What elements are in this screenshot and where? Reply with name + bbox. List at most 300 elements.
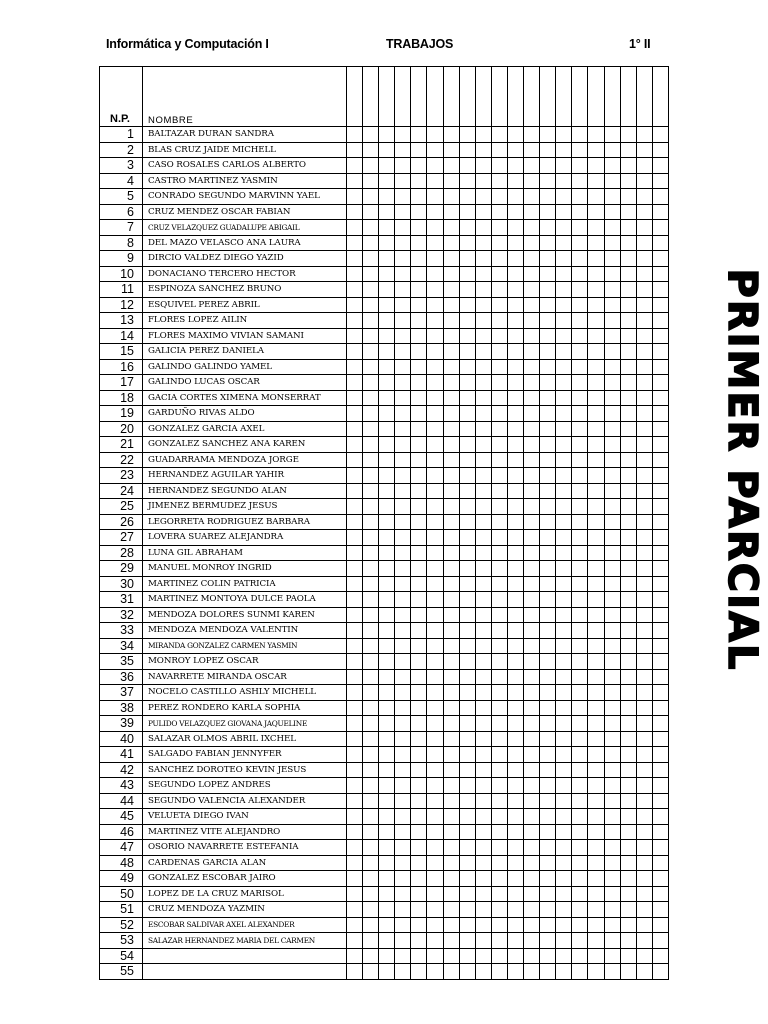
grade-cell (395, 483, 411, 499)
student-name: VELUETA DIEGO IVAN (143, 809, 347, 825)
grade-cell (572, 483, 588, 499)
grade-cell (524, 375, 540, 391)
grade-cell (540, 545, 556, 561)
grade-cell (379, 375, 395, 391)
grade-cell (507, 297, 523, 313)
grade-cell (443, 762, 459, 778)
table-row (100, 344, 669, 360)
grade-cell (507, 452, 523, 468)
grade-cell (507, 948, 523, 964)
grade-cell (347, 700, 363, 716)
grade-cell (395, 778, 411, 794)
row-number: 6 (100, 204, 143, 220)
grade-cell (379, 142, 395, 158)
grade-cell (604, 251, 620, 267)
grade-cell (652, 313, 668, 329)
grade-cell (443, 669, 459, 685)
grade-cell (652, 514, 668, 530)
grade-cell (556, 328, 572, 344)
table-header-row (100, 67, 669, 127)
grade-cell (475, 871, 491, 887)
grade-cell (363, 266, 379, 282)
grade-cell (652, 762, 668, 778)
grade-cell (507, 375, 523, 391)
grade-cell (379, 855, 395, 871)
grade-cell (395, 452, 411, 468)
grade-cell (652, 917, 668, 933)
grade-cell (411, 731, 427, 747)
column-header-np: N.P. (100, 67, 143, 127)
grade-cell (524, 421, 540, 437)
grade-cell (588, 592, 604, 608)
grade-cell (459, 282, 475, 298)
grade-cell (427, 514, 443, 530)
grade-cell (411, 437, 427, 453)
grade-cell (395, 189, 411, 205)
grade-cell (491, 638, 507, 654)
grade-cell (524, 452, 540, 468)
grade-column-header (475, 67, 491, 127)
grade-cell (347, 638, 363, 654)
grade-cell (363, 933, 379, 949)
grade-cell (491, 468, 507, 484)
grade-cell (636, 576, 652, 592)
grade-cell (475, 282, 491, 298)
grade-cell (572, 251, 588, 267)
grade-cell (475, 762, 491, 778)
grade-cell (572, 545, 588, 561)
grade-cell (636, 189, 652, 205)
grade-cell (427, 638, 443, 654)
grade-cell (556, 669, 572, 685)
grade-cell (507, 158, 523, 174)
grade-cell (652, 809, 668, 825)
grade-cell (395, 235, 411, 251)
grade-cell (379, 158, 395, 174)
grade-cell (379, 514, 395, 530)
grade-cell (491, 235, 507, 251)
grade-cell (572, 576, 588, 592)
grade-cell (443, 917, 459, 933)
grade-cell (395, 638, 411, 654)
grade-cell (588, 173, 604, 189)
grade-cell (572, 607, 588, 623)
grade-cell (620, 716, 636, 732)
table-row (100, 173, 669, 189)
grade-cell (427, 747, 443, 763)
grade-cell (347, 313, 363, 329)
grade-cell (443, 731, 459, 747)
grade-cell (636, 809, 652, 825)
grade-cell (491, 406, 507, 422)
grade-cell (395, 344, 411, 360)
grade-cell (427, 328, 443, 344)
grade-cell (572, 235, 588, 251)
table-row (100, 313, 669, 329)
grade-cell (347, 623, 363, 639)
grade-cell (572, 824, 588, 840)
grade-cell (443, 189, 459, 205)
grade-cell (620, 747, 636, 763)
grade-cell (491, 499, 507, 515)
grade-cell (475, 716, 491, 732)
grade-cell (459, 375, 475, 391)
grade-cell (443, 607, 459, 623)
row-number: 50 (100, 886, 143, 902)
grade-cell (556, 282, 572, 298)
grade-cell (363, 669, 379, 685)
grade-cell (636, 700, 652, 716)
grade-cell (363, 421, 379, 437)
grade-cell (572, 359, 588, 375)
grade-cell (411, 452, 427, 468)
grade-cell (620, 809, 636, 825)
grade-column-header (347, 67, 363, 127)
grade-cell (524, 809, 540, 825)
grade-cell (427, 251, 443, 267)
grade-cell (427, 204, 443, 220)
table-row (100, 669, 669, 685)
grade-cell (604, 654, 620, 670)
grade-cell (395, 933, 411, 949)
grade-cell (507, 793, 523, 809)
grade-cell (540, 886, 556, 902)
grade-cell (363, 220, 379, 236)
grade-cell (507, 700, 523, 716)
grade-cell (459, 607, 475, 623)
grade-cell (604, 483, 620, 499)
row-number: 48 (100, 855, 143, 871)
grade-cell (347, 468, 363, 484)
grade-cell (636, 654, 652, 670)
grade-column-header (459, 67, 475, 127)
grade-cell (459, 685, 475, 701)
student-name: GALICIA PEREZ DANIELA (143, 344, 347, 360)
grade-cell (540, 576, 556, 592)
grade-cell (540, 747, 556, 763)
grade-cell (540, 762, 556, 778)
grade-cell (556, 204, 572, 220)
grade-cell (475, 700, 491, 716)
grade-cell (427, 158, 443, 174)
grade-cell (636, 421, 652, 437)
grade-cell (524, 344, 540, 360)
grade-cell (363, 468, 379, 484)
grade-cell (540, 328, 556, 344)
grade-cell (556, 917, 572, 933)
grade-cell (459, 390, 475, 406)
row-number: 21 (100, 437, 143, 453)
grade-cell (379, 406, 395, 422)
grade-cell (395, 917, 411, 933)
grade-cell (507, 437, 523, 453)
grade-cell (652, 297, 668, 313)
grade-cell (347, 266, 363, 282)
table-row (100, 747, 669, 763)
grade-cell (572, 917, 588, 933)
grade-cell (604, 561, 620, 577)
grade-cell (379, 545, 395, 561)
grade-cell (588, 499, 604, 515)
row-number: 18 (100, 390, 143, 406)
grade-cell (443, 452, 459, 468)
grade-cell (620, 452, 636, 468)
grade-cell (604, 638, 620, 654)
grade-cell (556, 344, 572, 360)
grade-cell (556, 220, 572, 236)
grade-cell (411, 607, 427, 623)
grade-cell (411, 530, 427, 546)
grade-cell (475, 266, 491, 282)
grade-cell (459, 886, 475, 902)
student-name: MARTINEZ COLIN PATRICIA (143, 576, 347, 592)
grade-cell (427, 142, 443, 158)
grade-cell (347, 654, 363, 670)
grade-cell (604, 313, 620, 329)
grade-cell (347, 933, 363, 949)
grade-cell (491, 189, 507, 205)
table-row (100, 127, 669, 143)
grade-cell (443, 468, 459, 484)
grade-cell (459, 545, 475, 561)
grade-cell (588, 917, 604, 933)
grade-cell (588, 793, 604, 809)
grade-cell (556, 297, 572, 313)
grade-cell (572, 964, 588, 980)
student-name: CONRADO SEGUNDO MARVINN YAEL (143, 189, 347, 205)
grade-cell (411, 173, 427, 189)
grade-cell (475, 452, 491, 468)
grade-cell (540, 189, 556, 205)
grade-cell (540, 871, 556, 887)
grade-cell (347, 359, 363, 375)
grade-cell (459, 421, 475, 437)
grade-cell (459, 933, 475, 949)
grade-cell (652, 623, 668, 639)
grade-cell (588, 468, 604, 484)
grade-cell (443, 220, 459, 236)
grade-cell (507, 592, 523, 608)
grade-cell (588, 886, 604, 902)
student-name: GALINDO GALINDO YAMEL (143, 359, 347, 375)
grade-cell (427, 716, 443, 732)
grade-cell (540, 390, 556, 406)
grade-cell (507, 266, 523, 282)
grade-cell (459, 592, 475, 608)
grade-cell (652, 251, 668, 267)
student-name: SEGUNDO LOPEZ ANDRES (143, 778, 347, 794)
grade-cell (604, 375, 620, 391)
row-number: 27 (100, 530, 143, 546)
grade-cell (347, 964, 363, 980)
grade-cell (459, 623, 475, 639)
grade-cell (491, 592, 507, 608)
grade-cell (459, 359, 475, 375)
grade-cell (507, 483, 523, 499)
row-number: 16 (100, 359, 143, 375)
grade-cell (588, 344, 604, 360)
grade-cell (588, 638, 604, 654)
grade-cell (620, 313, 636, 329)
grade-column-header (443, 67, 459, 127)
grade-cell (556, 855, 572, 871)
grade-cell (524, 483, 540, 499)
grade-cell (588, 282, 604, 298)
grade-cell (379, 437, 395, 453)
grade-cell (363, 452, 379, 468)
grade-cell (491, 855, 507, 871)
grade-cell (524, 793, 540, 809)
grade-cell (427, 933, 443, 949)
grade-cell (427, 731, 443, 747)
grade-cell (443, 948, 459, 964)
table-row (100, 592, 669, 608)
grade-cell (652, 220, 668, 236)
grade-cell (507, 251, 523, 267)
grade-cell (604, 220, 620, 236)
grade-cell (379, 778, 395, 794)
table-row (100, 700, 669, 716)
table-row (100, 840, 669, 856)
grade-cell (363, 762, 379, 778)
grade-cell (556, 762, 572, 778)
grade-cell (524, 669, 540, 685)
row-number: 23 (100, 468, 143, 484)
table-row (100, 716, 669, 732)
grade-cell (491, 778, 507, 794)
table-row (100, 235, 669, 251)
grade-cell (636, 933, 652, 949)
grade-cell (475, 778, 491, 794)
grade-cell (475, 251, 491, 267)
grade-cell (475, 638, 491, 654)
grade-cell (395, 824, 411, 840)
grade-cell (379, 964, 395, 980)
grade-cell (379, 654, 395, 670)
student-name: MENDOZA DOLORES SUNMI KAREN (143, 607, 347, 623)
grade-cell (459, 561, 475, 577)
grade-cell (524, 592, 540, 608)
grade-cell (636, 282, 652, 298)
grade-cell (363, 654, 379, 670)
grade-cell (588, 576, 604, 592)
student-name: SANCHEZ DOROTEO KEVIN JESUS (143, 762, 347, 778)
grade-cell (491, 483, 507, 499)
grade-cell (379, 297, 395, 313)
grade-cell (540, 173, 556, 189)
grade-column-header (395, 67, 411, 127)
grade-cell (588, 142, 604, 158)
grade-cell (443, 793, 459, 809)
grade-cell (443, 654, 459, 670)
table-row (100, 778, 669, 794)
grade-cell (379, 886, 395, 902)
grade-cell (427, 809, 443, 825)
grade-cell (363, 700, 379, 716)
grade-cell (652, 499, 668, 515)
grade-cell (459, 948, 475, 964)
grade-cell (540, 375, 556, 391)
group-label: 1° II (629, 37, 651, 51)
grade-cell (379, 266, 395, 282)
grade-cell (636, 793, 652, 809)
grade-cell (556, 499, 572, 515)
grade-cell (604, 499, 620, 515)
grade-cell (395, 421, 411, 437)
grade-cell (604, 406, 620, 422)
grade-cell (620, 654, 636, 670)
grade-cell (395, 716, 411, 732)
grade-cell (443, 933, 459, 949)
grade-cell (411, 266, 427, 282)
grade-cell (363, 344, 379, 360)
row-number: 4 (100, 173, 143, 189)
grade-cell (556, 266, 572, 282)
grade-cell (427, 344, 443, 360)
grade-cell (427, 545, 443, 561)
grade-cell (443, 576, 459, 592)
grade-cell (379, 561, 395, 577)
grade-cell (475, 964, 491, 980)
row-number: 26 (100, 514, 143, 530)
grade-cell (636, 437, 652, 453)
grade-cell (475, 855, 491, 871)
grade-cell (540, 809, 556, 825)
grade-cell (491, 328, 507, 344)
grade-cell (588, 778, 604, 794)
grade-cell (395, 685, 411, 701)
grade-cell (459, 158, 475, 174)
grade-cell (540, 855, 556, 871)
grade-cell (427, 902, 443, 918)
table-row (100, 251, 669, 267)
grade-cell (604, 824, 620, 840)
grade-cell (636, 390, 652, 406)
grade-cell (572, 375, 588, 391)
grade-cell (395, 359, 411, 375)
grade-cell (363, 964, 379, 980)
grade-cell (556, 452, 572, 468)
grade-cell (652, 390, 668, 406)
grade-cell (443, 499, 459, 515)
grade-cell (572, 390, 588, 406)
grade-cell (556, 251, 572, 267)
grade-cell (572, 902, 588, 918)
grade-cell (475, 359, 491, 375)
row-number: 33 (100, 623, 143, 639)
grade-cell (588, 127, 604, 143)
grade-cell (363, 747, 379, 763)
grade-cell (620, 204, 636, 220)
table-row (100, 142, 669, 158)
grade-cell (588, 452, 604, 468)
grade-cell (652, 437, 668, 453)
grade-cell (379, 731, 395, 747)
grade-cell (620, 669, 636, 685)
grade-cell (636, 235, 652, 251)
grade-cell (507, 685, 523, 701)
grade-cell (411, 220, 427, 236)
student-name: PEREZ RONDERO KARLA SOPHIA (143, 700, 347, 716)
grade-cell (507, 328, 523, 344)
grade-cell (540, 359, 556, 375)
grade-cell (556, 375, 572, 391)
grade-cell (363, 545, 379, 561)
grade-cell (604, 576, 620, 592)
table-row (100, 328, 669, 344)
grade-cell (556, 638, 572, 654)
table-row (100, 282, 669, 298)
